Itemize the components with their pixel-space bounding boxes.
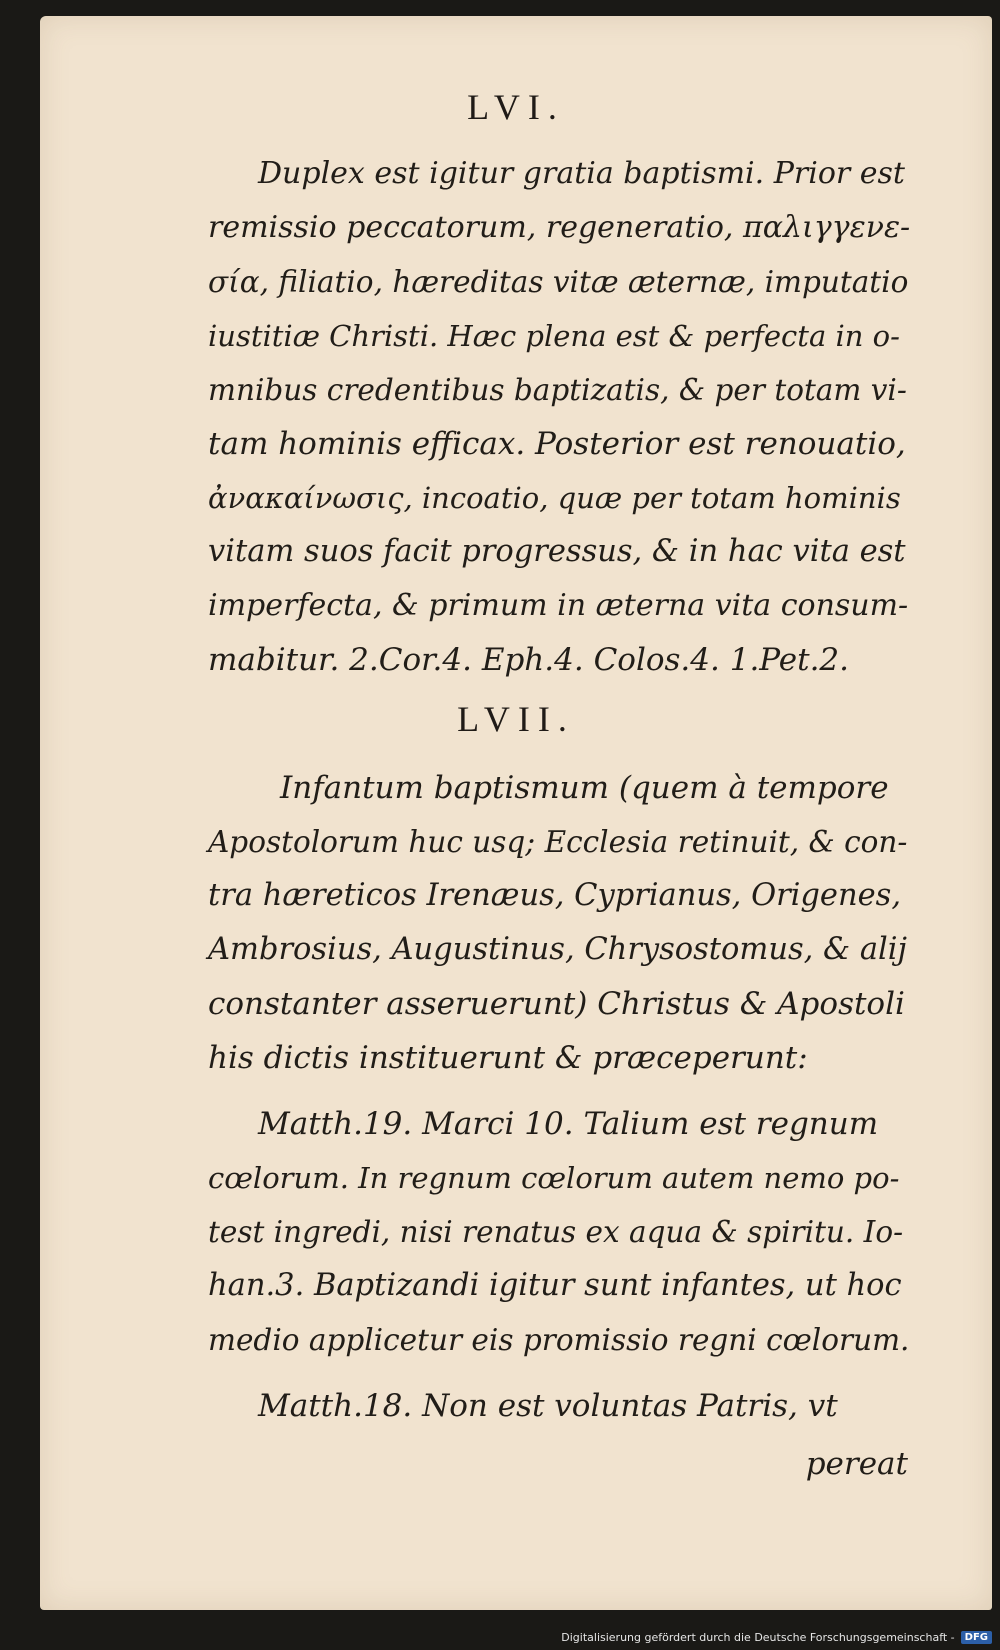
text-line: Duplex est igitur gratia baptismi. Prior est bbox=[258, 156, 905, 191]
text-line: imperfecta, & primum in æterna vita consum- bbox=[208, 588, 909, 623]
text-line: mabitur. 2.Cor.4. Eph.4. Colos.4. 1.Pet.2. bbox=[208, 642, 849, 678]
text-line: han.3. Baptizandi igitur sunt infantes, ut hoc bbox=[208, 1268, 902, 1303]
text-line: tra hæreticos Irenæus, Cyprianus, Origenes, bbox=[208, 878, 902, 913]
text-line: his dictis instituerunt & præceperunt: bbox=[208, 1040, 808, 1076]
text-line: tam hominis efficax. Posterior est renouatio, bbox=[208, 426, 906, 462]
text-line: Apostolorum huc usq; Ecclesia retinuit, & con- bbox=[208, 825, 908, 859]
text-line: vitam suos facit progressus, & in hac vita est bbox=[208, 534, 906, 569]
text-line: medio applicetur eis promissio regni cœlorum. bbox=[208, 1323, 910, 1357]
text-line: Matth.18. Non est voluntas Patris, vt bbox=[258, 1388, 838, 1424]
text-line: Infantum baptismum (quem à tempore bbox=[280, 770, 889, 806]
dfg-logo: DFG bbox=[961, 1631, 992, 1644]
text-line: constanter asseruerunt) Christus & Apostoli bbox=[208, 986, 905, 1022]
text-line: σία, filiatio, hæreditas vitæ æternæ, imputatio bbox=[208, 265, 909, 299]
catchword: pereat bbox=[805, 1446, 908, 1482]
document-page bbox=[40, 16, 992, 1610]
text-line: test ingredi, nisi renatus ex aqua & spiritu. Io- bbox=[208, 1215, 904, 1249]
text-line: Ambrosius, Augustinus, Chrysostomus, & alij bbox=[208, 932, 908, 967]
section-heading-lvi: LVI. bbox=[467, 87, 565, 127]
text-line: iustitiæ Christi. Hæc plena est & perfecta in o- bbox=[208, 319, 900, 353]
text-line: mnibus credentibus baptizatis, & per totam vi- bbox=[208, 373, 907, 407]
text-line: remissio peccatorum, regeneratio, παλιγγενε- bbox=[208, 210, 911, 245]
footer-credit-text: Digitalisierung gefördert durch die Deutsche Forschungsgemeinschaft - bbox=[561, 1631, 955, 1644]
digitization-footer bbox=[561, 1631, 992, 1644]
section-heading-lvii: LVII. bbox=[457, 699, 575, 739]
text-line: ἀνακαίνωσις, incoatio, quæ per totam hominis bbox=[208, 481, 901, 515]
text-line: cœlorum. In regnum cœlorum autem nemo po- bbox=[208, 1161, 900, 1195]
text-line: Matth.19. Marci 10. Talium est regnum bbox=[258, 1106, 879, 1142]
